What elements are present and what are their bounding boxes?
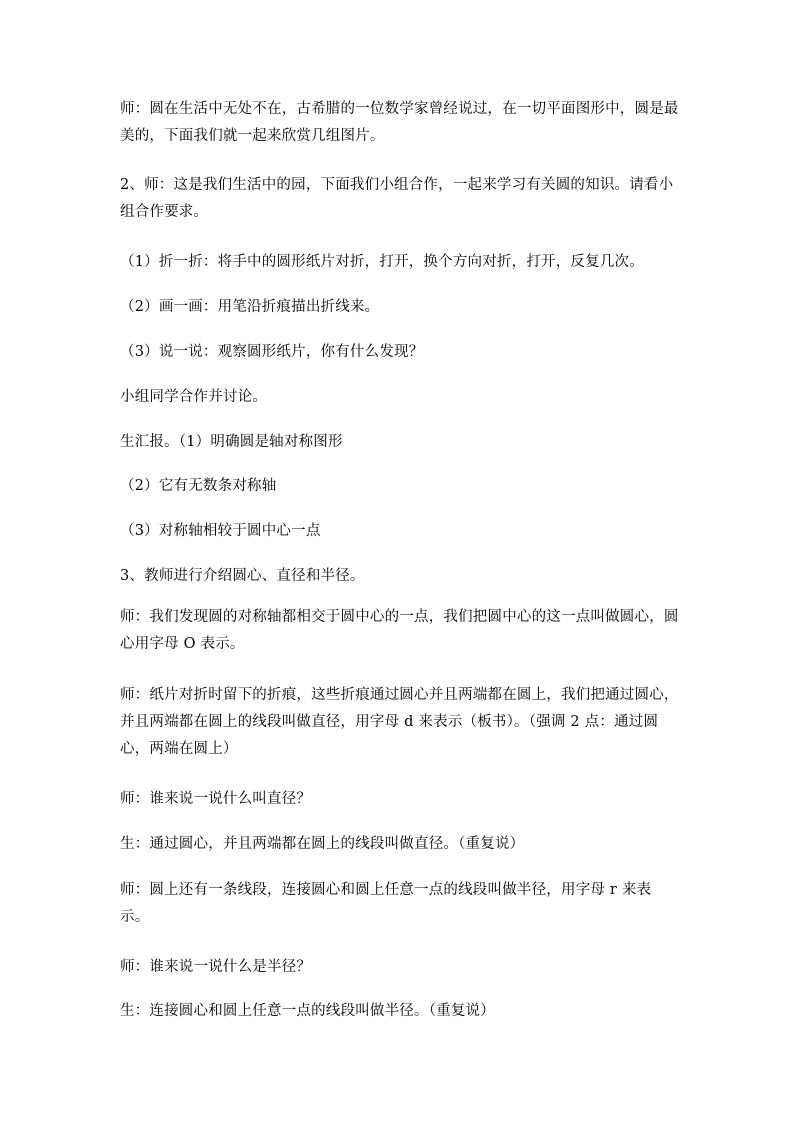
- paragraph-radius-definition: 师：圆上还有一条线段，连接圆心和圆上任意一点的线段叫做半径，用字母 r 来表示。: [120, 882, 652, 925]
- paragraph-student-report-1: 生汇报。（1）明确圆是轴对称图形: [120, 434, 343, 450]
- paragraph-group-cooperation: 2、师：这是我们生活中的园，下面我们小组合作，一起来学习有关圆的知识。请看小组合作要求。: [120, 177, 674, 220]
- paragraph-diameter-answer: 生：通过圆心，并且两端都在圆上的线段叫做直径。（重复说）: [120, 836, 525, 852]
- paragraph-diameter-question: 师：谁来说一说什么叫直径？: [120, 791, 312, 807]
- paragraph-draw-step: （2）画一画：用笔沿折痕描出折线来。: [120, 299, 380, 315]
- paragraph-fold-step: （1）折一折：将手中的圆形纸片对折，打开，换个方向对折，打开，反复几次。: [120, 254, 644, 270]
- paragraph-student-report-2: （2）它有无数条对称轴: [120, 478, 277, 494]
- paragraph-radius-answer: 生：连接圆心和圆上任意一点的线段叫做半径。（重复说）: [120, 1003, 495, 1019]
- paragraph-teacher-introduction: 3、教师进行介绍圆心、直径和半径。: [120, 568, 365, 584]
- paragraph-group-discussion: 小组同学合作并讨论。: [120, 389, 267, 405]
- paragraph-student-report-3: （3）对称轴相较于圆中心一点: [120, 523, 321, 539]
- paragraph-circle-intro: 师：圆在生活中无处不在，古希腊的一位数学家曾经说过，在一切平面图形中，圆是最美的，下面我们就一起来欣赏几组图片。: [120, 101, 679, 144]
- paragraph-diameter-definition: 师：纸片对折时留下的折痕，这些折痕通过圆心并且两端都在圆上，我们把通过圆心，并且两端都在圆上的线段叫做直径，用字母 d 来表示（板书）。（强调 2 点：通过圆心，两端在圆上）: [120, 687, 679, 757]
- paragraph-say-step: （3）说一说：观察圆形纸片，你有什么发现？: [120, 344, 424, 360]
- paragraph-radius-question: 师：谁来说一说什么是半径？: [120, 959, 312, 975]
- paragraph-center-definition: 师：我们发现圆的对称轴都相交于圆中心的一点，我们把圆中心的这一点叫做圆心，圆心用字母 O 表示。: [120, 609, 679, 652]
